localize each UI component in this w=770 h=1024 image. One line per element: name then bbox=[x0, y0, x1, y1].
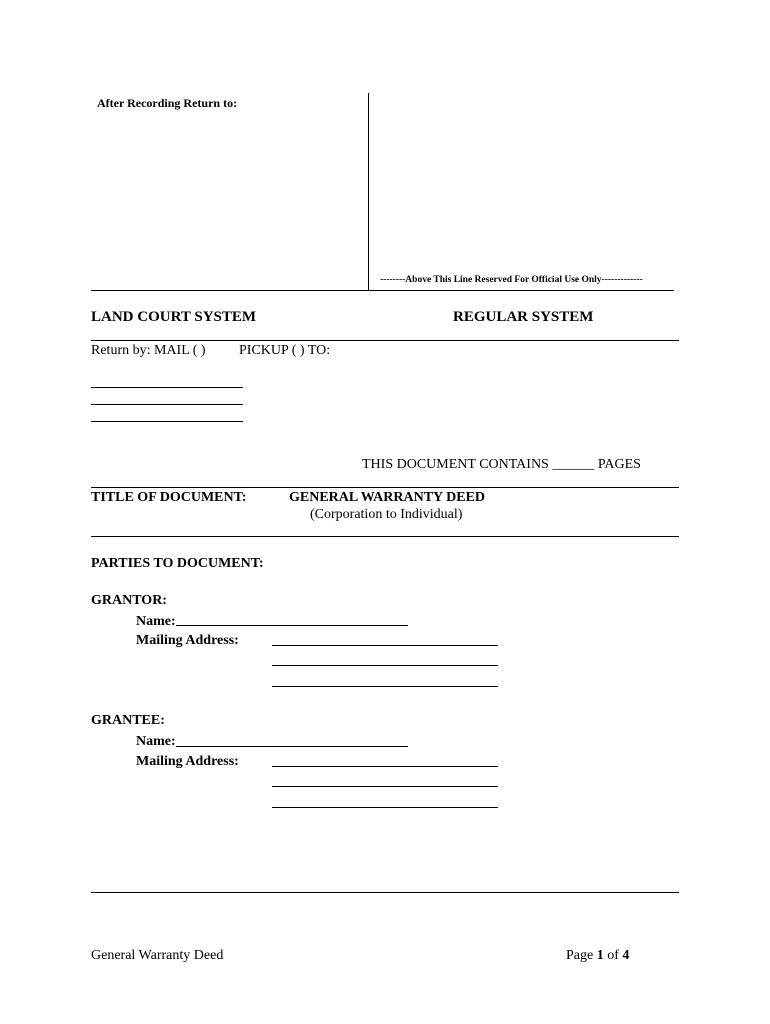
footer-page-current: 1 bbox=[596, 948, 604, 963]
grantor-address-line-3[interactable] bbox=[272, 686, 498, 687]
parties-heading: PARTIES TO DOCUMENT: bbox=[91, 556, 264, 571]
grantor-address-line-1[interactable] bbox=[272, 645, 498, 646]
footer-document-name: General Warranty Deed bbox=[91, 948, 224, 963]
grantee-heading: GRANTEE: bbox=[91, 713, 165, 728]
return-to-line-3[interactable] bbox=[91, 421, 243, 422]
footer-page-total: 4 bbox=[622, 948, 630, 963]
page-count-statement bbox=[362, 457, 641, 473]
document-title: GENERAL WARRANTY DEED bbox=[289, 490, 486, 505]
footer-page-prefix: Page bbox=[566, 948, 594, 963]
footer-page-of: of bbox=[607, 948, 619, 963]
page-bottom-divider bbox=[91, 892, 679, 893]
page-count-prefix: THIS DOCUMENT CONTAINS bbox=[362, 457, 549, 472]
page-count-blank[interactable]: ______ bbox=[552, 457, 595, 472]
title-of-document-label: TITLE OF DOCUMENT: bbox=[91, 490, 247, 505]
grantee-address-line-1[interactable] bbox=[272, 766, 498, 767]
official-use-notice: --------Above This Line Reserved For Official Use Only------------- bbox=[380, 275, 643, 285]
footer-page-number bbox=[566, 948, 629, 964]
return-to-line-2[interactable] bbox=[91, 404, 243, 405]
systems-divider bbox=[91, 340, 679, 341]
header-vertical-divider bbox=[368, 93, 369, 290]
grantor-address-label: Mailing Address: bbox=[136, 633, 239, 648]
return-to-line-1[interactable] bbox=[91, 387, 243, 388]
recording-box-bottom-line bbox=[91, 290, 368, 291]
grantor-name-label: Name: bbox=[136, 614, 176, 629]
regular-system-label: REGULAR SYSTEM bbox=[453, 309, 594, 325]
grantor-address-line-2[interactable] bbox=[272, 665, 498, 666]
title-bottom-divider bbox=[91, 536, 679, 537]
land-court-system-label: LAND COURT SYSTEM bbox=[91, 309, 257, 325]
grantor-name-line[interactable] bbox=[176, 625, 408, 626]
document-subtitle: (Corporation to Individual) bbox=[310, 507, 463, 522]
return-by-pickup-label: PICKUP ( ) TO: bbox=[239, 343, 331, 358]
return-by-mail-label: Return by: MAIL ( ) bbox=[91, 343, 206, 358]
grantee-address-label: Mailing Address: bbox=[136, 754, 239, 769]
grantee-name-label: Name: bbox=[136, 734, 176, 749]
title-top-divider bbox=[91, 487, 679, 488]
return-to-label: After Recording Return to: bbox=[97, 96, 238, 110]
page-count-suffix: PAGES bbox=[597, 457, 641, 472]
grantee-name-line[interactable] bbox=[176, 746, 408, 747]
grantee-address-line-2[interactable] bbox=[272, 786, 498, 787]
official-use-rule bbox=[368, 290, 674, 291]
grantor-heading: GRANTOR: bbox=[91, 593, 167, 608]
grantee-address-line-3[interactable] bbox=[272, 807, 498, 808]
